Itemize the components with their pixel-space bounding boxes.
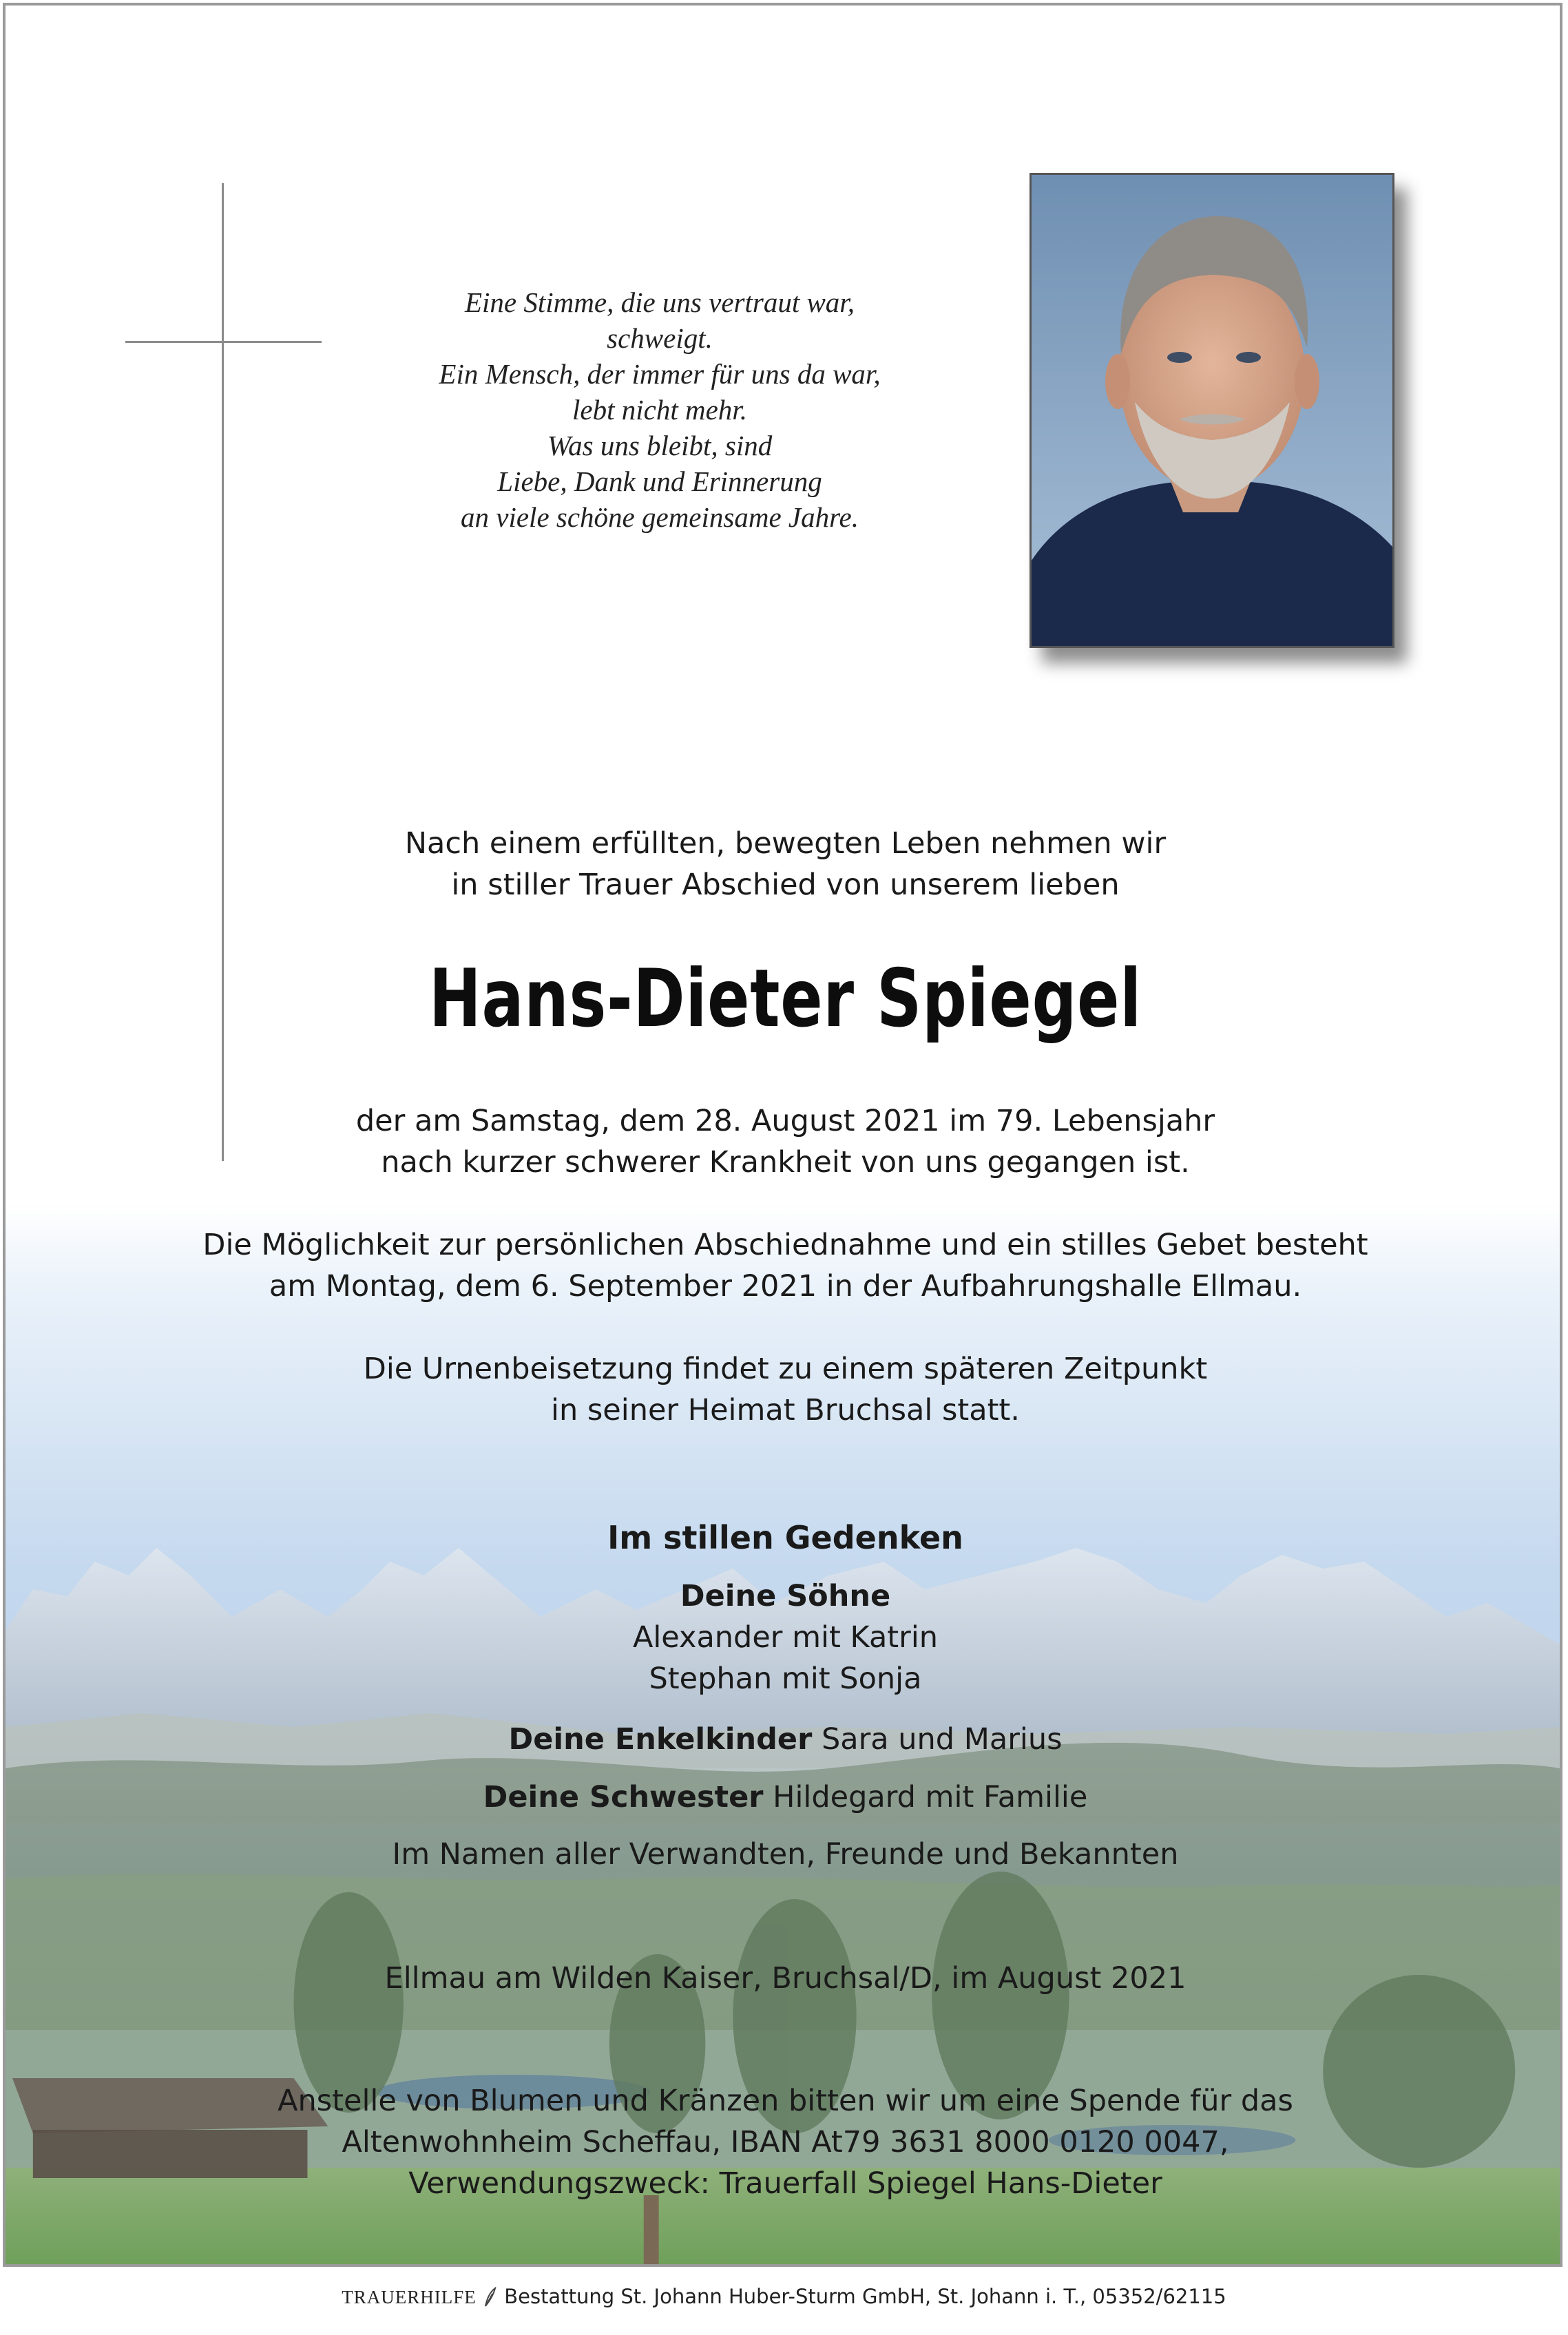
sister-line [6,1777,1562,1818]
poem-line: an viele schöne gemeinsame Jahre. [461,501,859,533]
intro-line: Nach einem erfüllten, bewegten Leben nehmen wir [404,826,1167,861]
intro-line: in stiller Trauer Abschied von unserem lieben [451,868,1120,902]
sons-label: Deine Söhne [680,1579,891,1613]
farewell-line: am Montag, dem 6. September 2021 in der Aufbahrungshalle Ellmau. [269,1269,1302,1303]
sister-label: Deine Schwester [483,1780,764,1814]
mourners-block [6,1517,1562,1558]
intro-text [6,823,1562,905]
poem-line: lebt nicht mehr. [572,394,747,426]
footer-brand: TRAUERHILFE [342,2287,477,2307]
footer-text: Bestattung St. Johann Huber-Sturm GmbH, St. Johann i. T., 05352/62115 [504,2285,1226,2308]
burial-line: in seiner Heimat Bruchsal statt. [551,1393,1020,1427]
sister-name: Hildegard mit Familie [773,1780,1088,1814]
death-line: der am Samstag, dem 28. August 2021 im 79. Lebensjahr [355,1104,1215,1138]
farewell-line: Die Möglichkeit zur persönlichen Abschiednahme und ein stilles Gebet besteht [202,1228,1368,1262]
poem-line: Was uns bleibt, sind [547,430,773,461]
son-entry: Stephan mit Sonja [649,1662,922,1696]
deceased-name: Hans-Dieter Spiegel [428,952,1142,1045]
footer [0,2285,1568,2308]
place-date: Ellmau am Wilden Kaiser, Bruchsal/D, im August 2021 [384,1961,1187,1996]
mourners-heading: Im stillen Gedenken [607,1519,963,1556]
grandchildren-names: Sara und Marius [821,1722,1063,1757]
obituary-frame [3,3,1562,2267]
donation-line: Altenwohnheim Scheffau, IBAN At79 3631 8000 0120 0047, [342,2125,1229,2159]
feather-icon [483,2287,498,2307]
death-line: nach kurzer schwerer Krankheit von uns gegangen ist. [381,1145,1190,1180]
donation-line: Anstelle von Blumen und Kränzen bitten wir um eine Spende für das [278,2084,1293,2118]
death-notice [6,1100,1562,1183]
burial-line: Die Urnenbeisetzung findet zu einem späteren Zeitpunkt [363,1352,1208,1386]
poem-line: Ein Mensch, der immer für uns da war, [439,358,881,390]
sons-block [6,1575,1562,1699]
donation-line: Verwendungszweck: Trauerfall Spiegel Hans-Dieter [408,2166,1162,2201]
grandchildren-line [6,1719,1562,1760]
grandchildren-label: Deine Enkelkinder [508,1722,813,1757]
poem-line: schweigt. [607,322,713,354]
poem-line: Liebe, Dank und Erinnerung [497,465,822,497]
poem-line: Eine Stimme, die uns vertraut war, [465,286,855,318]
relatives-line: Im Namen aller Verwandten, Freunde und Bekannten [392,1837,1179,1872]
portrait-photo [1029,173,1394,648]
poem [350,284,970,535]
farewell-notice [6,1224,1562,1307]
burial-notice [6,1348,1562,1431]
donation-notice [6,2080,1562,2204]
cross-horizontal [125,341,322,343]
son-entry: Alexander mit Katrin [632,1620,939,1655]
